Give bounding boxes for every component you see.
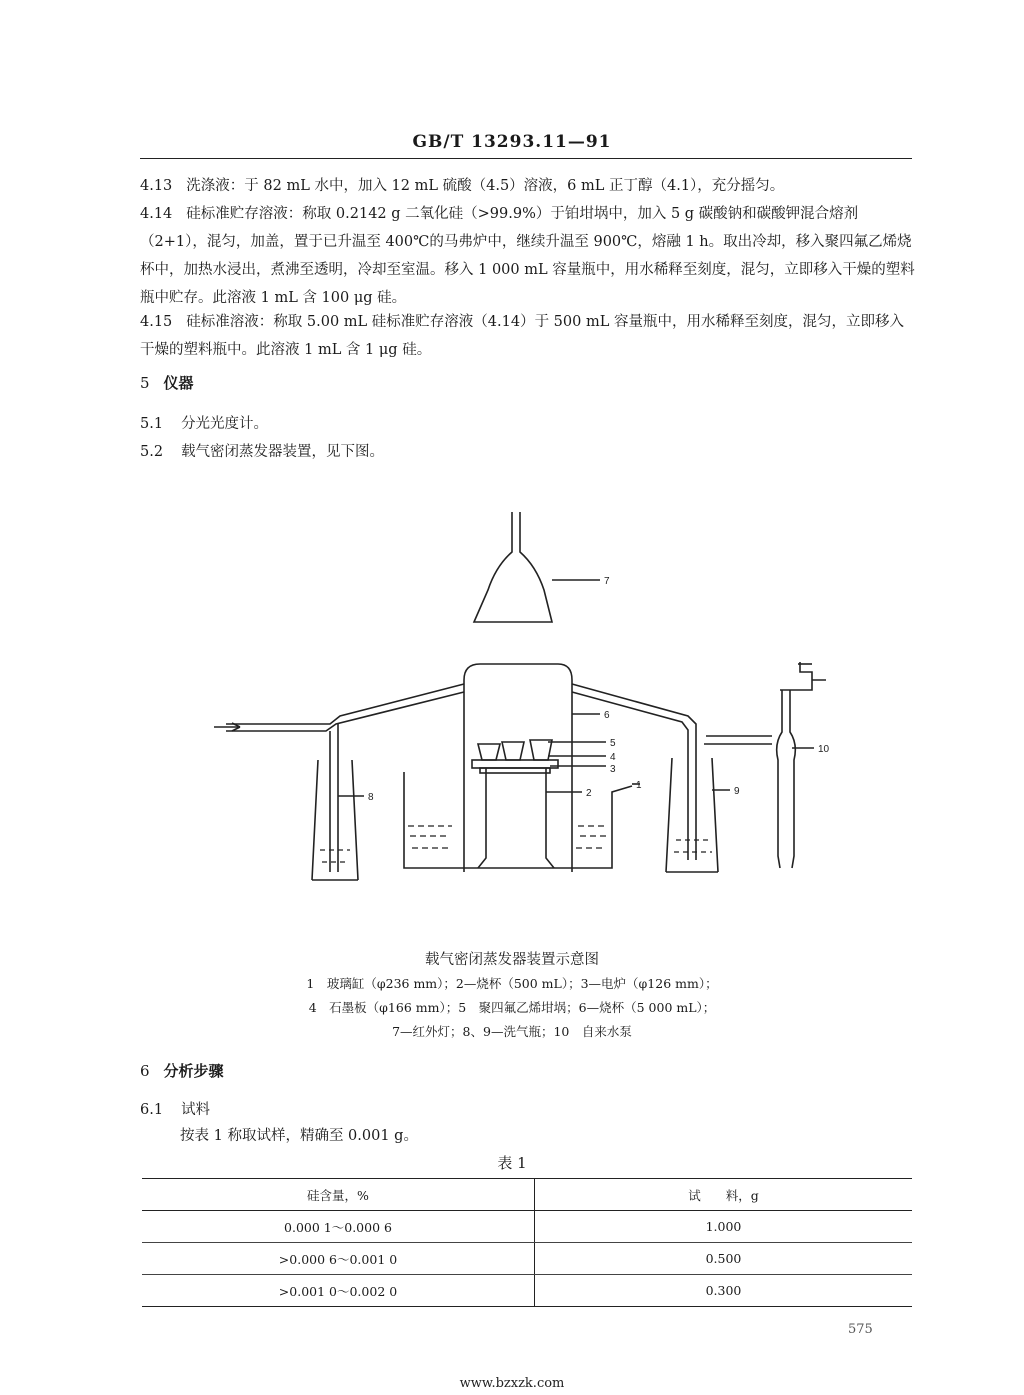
clause-number: 4.13 <box>140 178 173 194</box>
clause-number: 5.1 <box>140 416 164 432</box>
column-header-sample-mass: 试 料，g <box>535 1179 913 1211</box>
infrared-lamp <box>474 512 552 622</box>
label-1: 1 <box>636 780 642 791</box>
ptfe-crucibles <box>478 740 552 760</box>
clause-text: 硅标准贮存溶液：称取 0.2142 g 二氧化硅（>99.9%）于铂坩埚中，加入 5 g 碳酸钠和碳酸钾混合熔剂（2+1），混匀，加盖，置于已升温至 400℃的马弗炉中，继续升温至 900℃，熔融 1 h。取出冷却，移入聚四氟乙烯烧杯中，加热水浸出，煮沸至透明，冷却至室温。移入 1 000 mL 容量瓶中，用水稀释至刻度，混匀，立即移入干燥的塑料瓶中贮存。此溶液 1 mL 含 100 μg 硅。 <box>140 206 915 306</box>
silicon-content-cell: 0.000 1～0.000 6 <box>142 1211 535 1243</box>
label-3: 3 <box>610 764 616 775</box>
column-header-silicon-content: 硅含量，% <box>142 1179 535 1211</box>
weighing-instruction: 按表 1 称取试样，精确至 0.001 g。 <box>180 1128 418 1144</box>
item-5-1 <box>140 412 268 433</box>
label-5: 5 <box>610 738 616 749</box>
section-number: 6 <box>140 1062 150 1080</box>
section-6-heading <box>140 1060 224 1081</box>
figure-caption: 载气密闭蒸发器装置示意图 <box>425 952 599 968</box>
label-6: 6 <box>604 710 610 721</box>
label-4: 4 <box>610 752 616 763</box>
silicon-content-cell: >0.000 6～0.001 0 <box>142 1243 535 1275</box>
sample-mass-table <box>142 1178 912 1307</box>
page-number: 575 <box>848 1322 873 1337</box>
clause-number: 6.1 <box>140 1102 164 1118</box>
sample-mass-cell: 1.000 <box>535 1211 913 1243</box>
section-title: 分析步骤 <box>163 1062 224 1080</box>
table-row <box>142 1211 912 1243</box>
figure-legend-line-3: 7—红外灯；8、9—洗气瓶；10 自来水泵 <box>392 1024 632 1039</box>
section-5-heading <box>140 372 194 393</box>
clause-text: 洗涤液：于 82 mL 水中，加入 12 mL 硫酸（4.5）溶液，6 mL 正丁醇（4.1），充分摇匀。 <box>186 178 785 194</box>
sample-mass-cell: 0.500 <box>535 1243 913 1275</box>
header-rule <box>140 158 912 159</box>
figure-legend-line-1: 1 玻璃缸（φ236 mm）；2—烧杯（500 mL）；3—电炉（φ126 mm）； <box>306 976 718 991</box>
wash-bottle-9 <box>666 758 718 872</box>
sample-mass-cell: 0.300 <box>535 1275 913 1307</box>
table-row <box>142 1243 912 1275</box>
silicon-content-cell: >0.001 0～0.002 0 <box>142 1275 535 1307</box>
clause-number: 5.2 <box>140 444 164 460</box>
label-10: 10 <box>818 744 830 755</box>
document-header: GB/T 13293.11—91 <box>412 132 612 152</box>
table-row <box>142 1275 912 1307</box>
item-5-2 <box>140 440 384 461</box>
section-title: 仪器 <box>163 374 194 392</box>
paragraph-4-14 <box>140 200 915 312</box>
paragraph-4-15 <box>140 308 915 364</box>
section-number: 5 <box>140 374 150 392</box>
clause-number: 4.14 <box>140 206 173 222</box>
figure-legend-line-2: 4 石墨板（φ166 mm）；5 聚四氟乙烯坩埚；6—烧杯（5 000 mL）； <box>308 1000 716 1015</box>
label-2: 2 <box>586 788 592 799</box>
clause-text: 分光光度计。 <box>181 416 269 432</box>
label-9: 9 <box>734 786 740 797</box>
glass-tank <box>404 772 632 868</box>
label-8: 8 <box>368 792 374 803</box>
label-7: 7 <box>604 576 610 587</box>
table-header-row <box>142 1179 912 1211</box>
clause-text: 试料 <box>181 1102 211 1118</box>
clause-text: 载气密闭蒸发器装置，见下图。 <box>181 444 385 460</box>
paragraph-4-13 <box>140 172 915 200</box>
table-title: 表 1 <box>497 1154 527 1172</box>
water-pump <box>777 690 796 868</box>
small-beaker <box>478 768 554 868</box>
hot-plate <box>472 760 558 768</box>
evaporator-diagram <box>200 505 840 895</box>
clause-number: 4.15 <box>140 314 173 330</box>
footer-url: www.bzxzk.com <box>459 1376 565 1391</box>
clause-text: 硅标准溶液：称取 5.00 mL 硅标准贮存溶液（4.14）于 500 mL 容量瓶中，用水稀释至刻度，混匀，立即移入干燥的塑料瓶中。此溶液 1 mL 含 1 μg 硅。 <box>140 314 904 358</box>
item-6-1 <box>140 1098 210 1119</box>
